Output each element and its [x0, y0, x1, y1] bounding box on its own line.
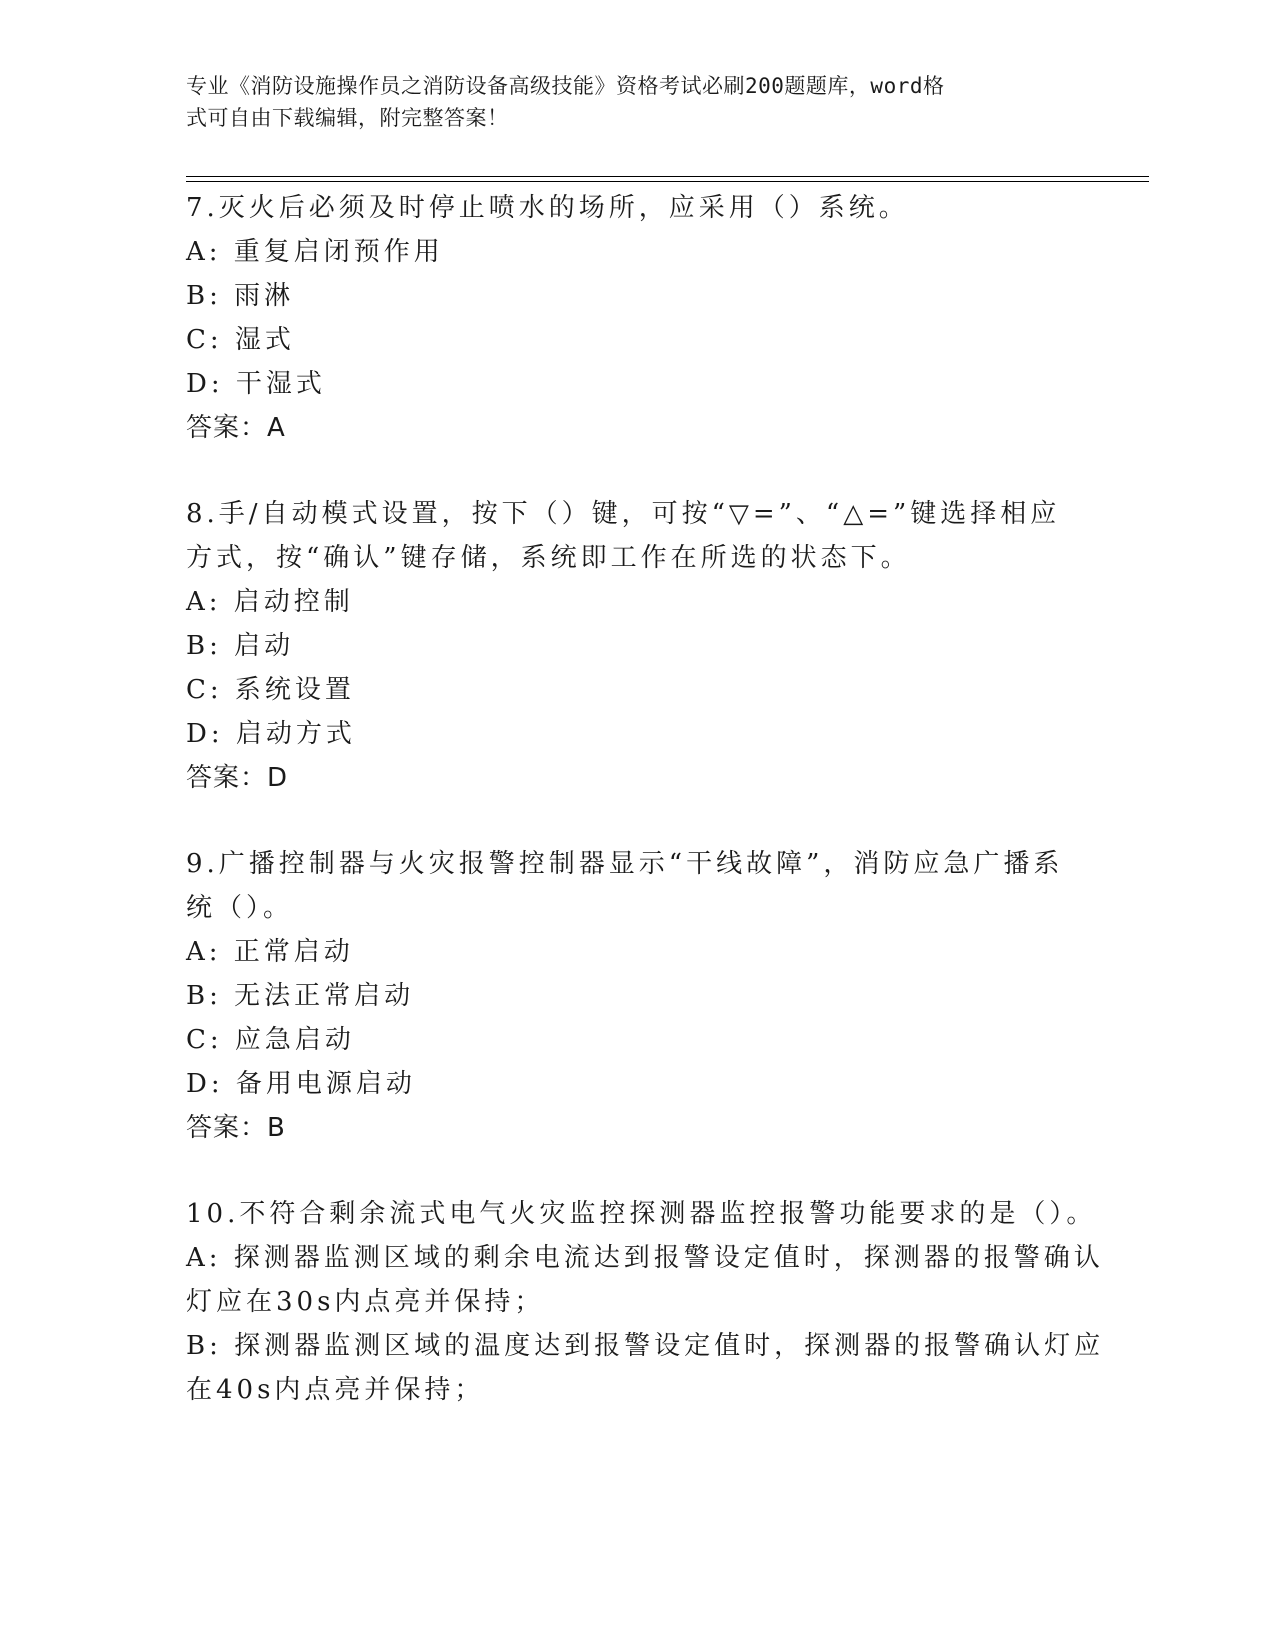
question-9-stem-line-2: 统（）。	[186, 893, 294, 923]
question-8-option-b: B: 启动	[186, 631, 295, 661]
question-9-answer: 答案：B	[186, 1113, 286, 1143]
question-10-option-a-line-2: 灯应在30s内点亮并保持；	[186, 1287, 545, 1317]
question-7-option-d: D: 干湿式	[186, 369, 326, 399]
question-7-option-a: A: 重复启闭预作用	[186, 237, 444, 267]
question-7-stem: 7.灭火后必须及时停止喷水的场所，应采用（）系统。	[186, 193, 909, 223]
question-7-answer: 答案：A	[186, 413, 286, 443]
question-10-option-a-line-1: A: 探测器监测区域的剩余电流达到报警设定值时，探测器的报警确认	[186, 1243, 1104, 1273]
question-10-option-b-line-2: 在40s内点亮并保持；	[186, 1375, 485, 1405]
question-9-option-b: B: 无法正常启动	[186, 981, 415, 1011]
document-header	[186, 70, 1066, 134]
header-line-2: 式可自由下载编辑，附完整答案！	[186, 106, 509, 130]
question-8-stem-line-1: 8.手/自动模式设置，按下（）键，可按“▽=”、“△=”键选择相应	[186, 499, 1061, 529]
question-7-option-b: B: 雨淋	[186, 281, 295, 311]
header-line-1: 专业《消防设施操作员之消防设备高级技能》资格考试必刷200题题库，word格	[186, 74, 945, 98]
header-divider-top	[186, 176, 1149, 177]
question-9-stem-line-1: 9.广播控制器与火灾报警控制器显示“干线故障”，消防应急广播系	[186, 849, 1064, 879]
question-9-option-c: C: 应急启动	[186, 1025, 355, 1055]
question-7-option-c: C: 湿式	[186, 325, 295, 355]
question-8-answer: 答案：D	[186, 763, 289, 793]
question-8-option-a: A: 启动控制	[186, 587, 354, 617]
question-8-option-c: C: 系统设置	[186, 675, 355, 705]
question-9-option-d: D: 备用电源启动	[186, 1069, 416, 1099]
question-8-stem-line-2: 方式，按“确认”键存储，系统即工作在所选的状态下。	[186, 543, 911, 573]
question-10-stem: 10.不符合剩余流式电气火灾监控探测器监控报警功能要求的是（）。	[186, 1199, 1097, 1229]
question-8-option-d: D: 启动方式	[186, 719, 356, 749]
question-10-option-b-line-1: B: 探测器监测区域的温度达到报警设定值时，探测器的报警确认灯应	[186, 1331, 1105, 1361]
question-9-option-a: A: 正常启动	[186, 937, 354, 967]
header-divider-bottom	[186, 181, 1149, 182]
